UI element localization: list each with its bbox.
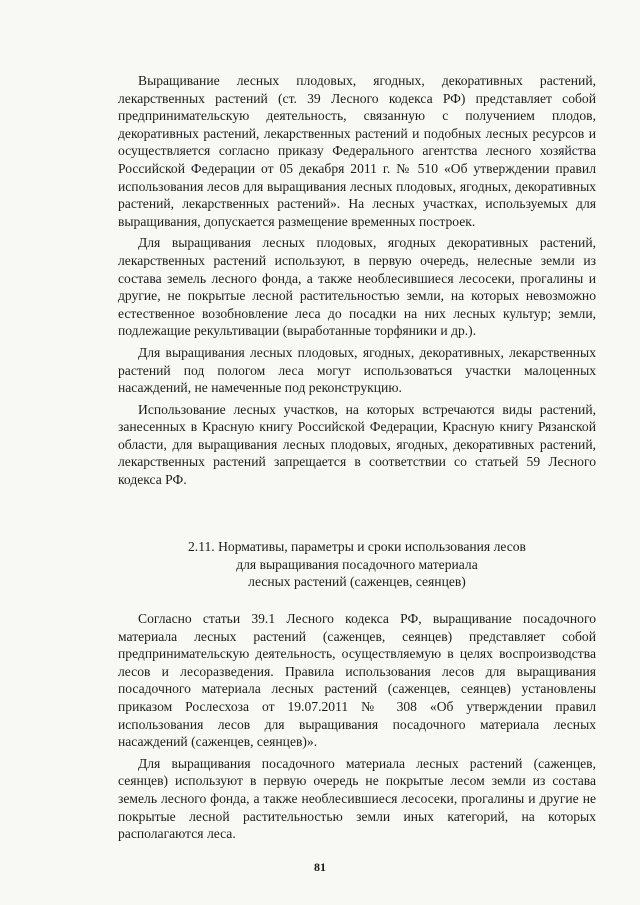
- heading-line: лесных растений (саженцев, сеянцев): [248, 574, 466, 590]
- section-1-text: [118, 72, 596, 493]
- paragraph: Согласно статьи 39.1 Лесного кодекса РФ, выращивание посадочного материала лесных растений (саженцев, сеянцев) представляет собой предпринимательскую деятельность, осуществляемую в целях воспроизводства лесов и лесоразведения. Правила использования лесов для выращивания посадочного материала лесных растений (саженцев, сеянцев) установлены приказом Рослесхоза от 19.07.2011 № 308 «Об утверждении правил использования лесов для выращивания посадочного материала лесных насаждений (саженцев, сеянцев)».: [118, 611, 596, 750]
- paragraph: Для выращивания лесных плодовых, ягодных, декоративных, лекарственных растений под пологом леса могут использоваться участки малоценных насаждений, не намеченные под реконструкцию.: [118, 344, 596, 396]
- heading-line: для выращивания посадочного материала: [236, 556, 478, 572]
- paragraph: Для выращивания лесных плодовых, ягодных декоративных растений, лекарственных растений используют, в первую очередь, нелесные земли из состава земель лесного фонда, а также необлесившиеся лесосеки, прогалины и другие, не покрытые лесной растительностью земли, на которых невозможно естественное возобновление леса до посадки на них лесных культур; земли, подлежащие рекультивации (выработанные торфяники и др.).: [118, 235, 596, 339]
- heading-line: 2.11. Нормативы, параметры и сроки использования лесов: [188, 539, 526, 554]
- section-2-text: [118, 610, 596, 847]
- page-number: 81: [314, 860, 326, 874]
- section-heading: [118, 538, 596, 591]
- paragraph: Использование лесных участков, на которых встречаются виды растений, занесенных в Красную книгу Российской Федерации, Красную книгу Рязанской области, для выращивания лесных плодовых, ягодных, декоративных растений, лекарственных растений запрещается в соответствии со статьей 59 Лесного кодекса РФ.: [118, 401, 596, 488]
- paragraph: Выращивание лесных плодовых, ягодных, декоративных растений, лекарственных растений (ст. 39 Лесного кодекса РФ) представляет собой предпринимательскую деятельность, связанную с получением плодов, декоративных растений, лекарственных растений и подобных лесных ресурсов и осуществляется согласно приказу Федерального агентства лесного хозяйства Российской Федерации от 05 декабря 2011 г. № 510 «Об утверждении правил использования лесов для выращивания лесных плодовых, ягодных, декоративных растений, лекарственных растений». На лесных участках, используемых для выращивания, допускается размещение временных построек.: [118, 73, 596, 229]
- paragraph: Для выращивания посадочного материала лесных растений (саженцев, сеянцев) используют в первую очередь не покрытые лесом земли из состава земель лесного фонда, а также необлесившиеся лесосеки, прогалины и другие не покрытые лесной растительностью земли иных категорий, на которых располагаются леса.: [118, 755, 596, 842]
